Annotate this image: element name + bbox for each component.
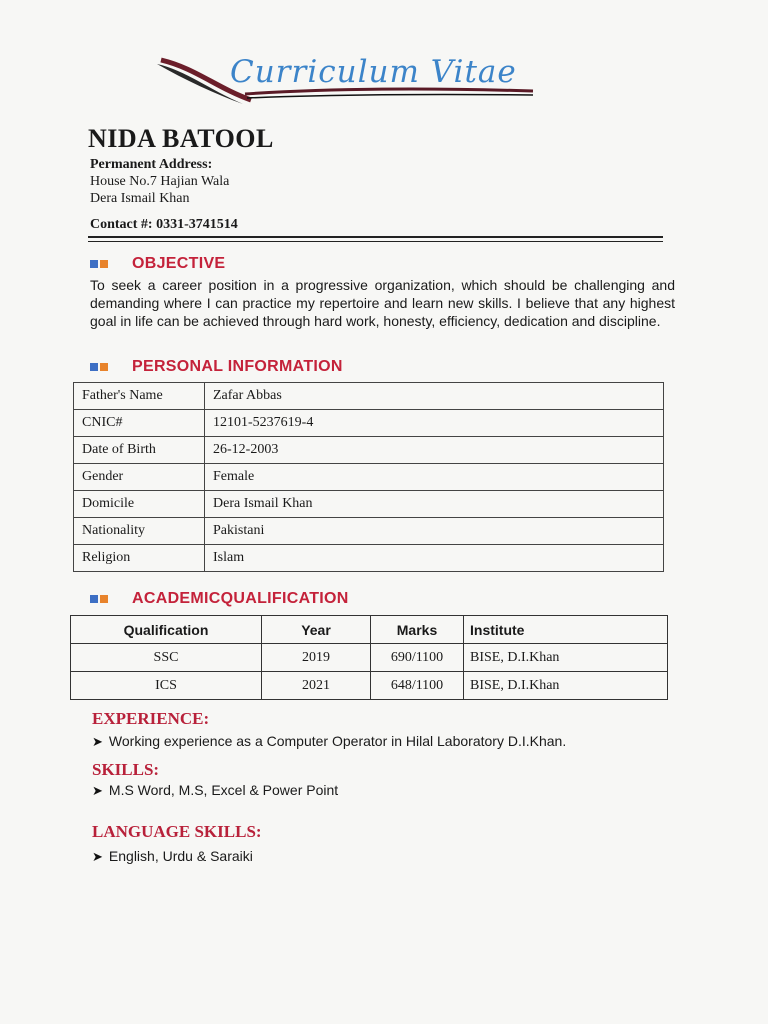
column-header: Marks xyxy=(371,616,464,644)
table-row xyxy=(74,383,664,410)
table-cell: BISE, D.I.Khan xyxy=(464,672,668,700)
experience-heading: EXPERIENCE: xyxy=(92,709,210,728)
arrow-bullet-icon: ➤ xyxy=(92,783,103,798)
field-label: Father's Name xyxy=(74,383,205,410)
table-cell: 690/1100 xyxy=(371,644,464,672)
field-label: Religion xyxy=(74,545,205,572)
field-label: CNIC# xyxy=(74,410,205,437)
experience-text: Working experience as a Computer Operator in Hilal Laboratory D.I.Khan. xyxy=(108,733,567,749)
address-line-1: House No.7 Hajian Wala xyxy=(90,174,230,189)
languages-item xyxy=(92,848,253,865)
field-label: Date of Birth xyxy=(74,437,205,464)
table-row xyxy=(74,437,664,464)
header-divider-thin xyxy=(88,241,663,242)
table-header-row xyxy=(71,616,668,644)
table-row xyxy=(74,464,664,491)
table-row xyxy=(74,491,664,518)
field-label: Gender xyxy=(74,464,205,491)
column-header: Qualification xyxy=(71,616,262,644)
arrow-bullet-icon: ➤ xyxy=(92,734,103,749)
column-header: Year xyxy=(262,616,371,644)
personal-heading: PERSONAL INFORMATION xyxy=(132,358,343,375)
field-label: Nationality xyxy=(74,518,205,545)
field-value: Zafar Abbas xyxy=(205,383,664,410)
table-row xyxy=(74,410,664,437)
banner-title: Curriculum Vitae xyxy=(230,54,517,90)
table-cell: 648/1100 xyxy=(371,672,464,700)
academic-heading-row xyxy=(90,590,349,608)
languages-text: English, Urdu & Saraiki xyxy=(108,848,253,864)
column-header: Institute xyxy=(464,616,668,644)
table-row xyxy=(74,518,664,545)
field-value: 26-12-2003 xyxy=(205,437,664,464)
table-row xyxy=(71,672,668,700)
table-row xyxy=(71,644,668,672)
cv-banner xyxy=(155,50,535,108)
table-cell: BISE, D.I.Khan xyxy=(464,644,668,672)
table-cell: SSC xyxy=(71,644,262,672)
address-label: Permanent Address: xyxy=(90,157,213,172)
personal-heading-row xyxy=(90,358,343,376)
languages-heading: LANGUAGE SKILLS: xyxy=(92,822,262,841)
section-squares-icon xyxy=(90,255,110,273)
contact-number: Contact #: 0331-3741514 xyxy=(90,217,238,232)
field-value: 12101-5237619-4 xyxy=(205,410,664,437)
table-cell: 2021 xyxy=(262,672,371,700)
academic-table xyxy=(70,615,668,700)
section-squares-icon xyxy=(90,590,110,608)
field-value: Pakistani xyxy=(205,518,664,545)
objective-heading: OBJECTIVE xyxy=(132,255,226,272)
header-divider-thick xyxy=(88,236,663,238)
objective-heading-row xyxy=(90,255,225,273)
table-row xyxy=(74,545,664,572)
arrow-bullet-icon: ➤ xyxy=(92,849,103,864)
skills-heading: SKILLS: xyxy=(92,760,160,779)
academic-heading: ACADEMICQUALIFICATION xyxy=(132,590,349,607)
table-cell: ICS xyxy=(71,672,262,700)
field-value: Female xyxy=(205,464,664,491)
address-line-2: Dera Ismail Khan xyxy=(90,191,190,206)
candidate-name: NIDA BATOOL xyxy=(88,124,274,153)
skills-item xyxy=(92,782,338,799)
personal-info-table xyxy=(73,382,664,572)
field-value: Dera Ismail Khan xyxy=(205,491,664,518)
skills-text: M.S Word, M.S, Excel & Power Point xyxy=(108,782,339,798)
table-cell: 2019 xyxy=(262,644,371,672)
objective-text: To seek a career position in a progressive organization, which should be challenging and demanding where I can practice my repertoire and learn new skills. I believe that any highest goal in life can be achieved through hard work, honesty, efficiency, dedication and discipline. xyxy=(90,277,675,329)
field-value: Islam xyxy=(205,545,664,572)
section-squares-icon xyxy=(90,358,110,376)
field-label: Domicile xyxy=(74,491,205,518)
experience-item xyxy=(92,733,566,750)
